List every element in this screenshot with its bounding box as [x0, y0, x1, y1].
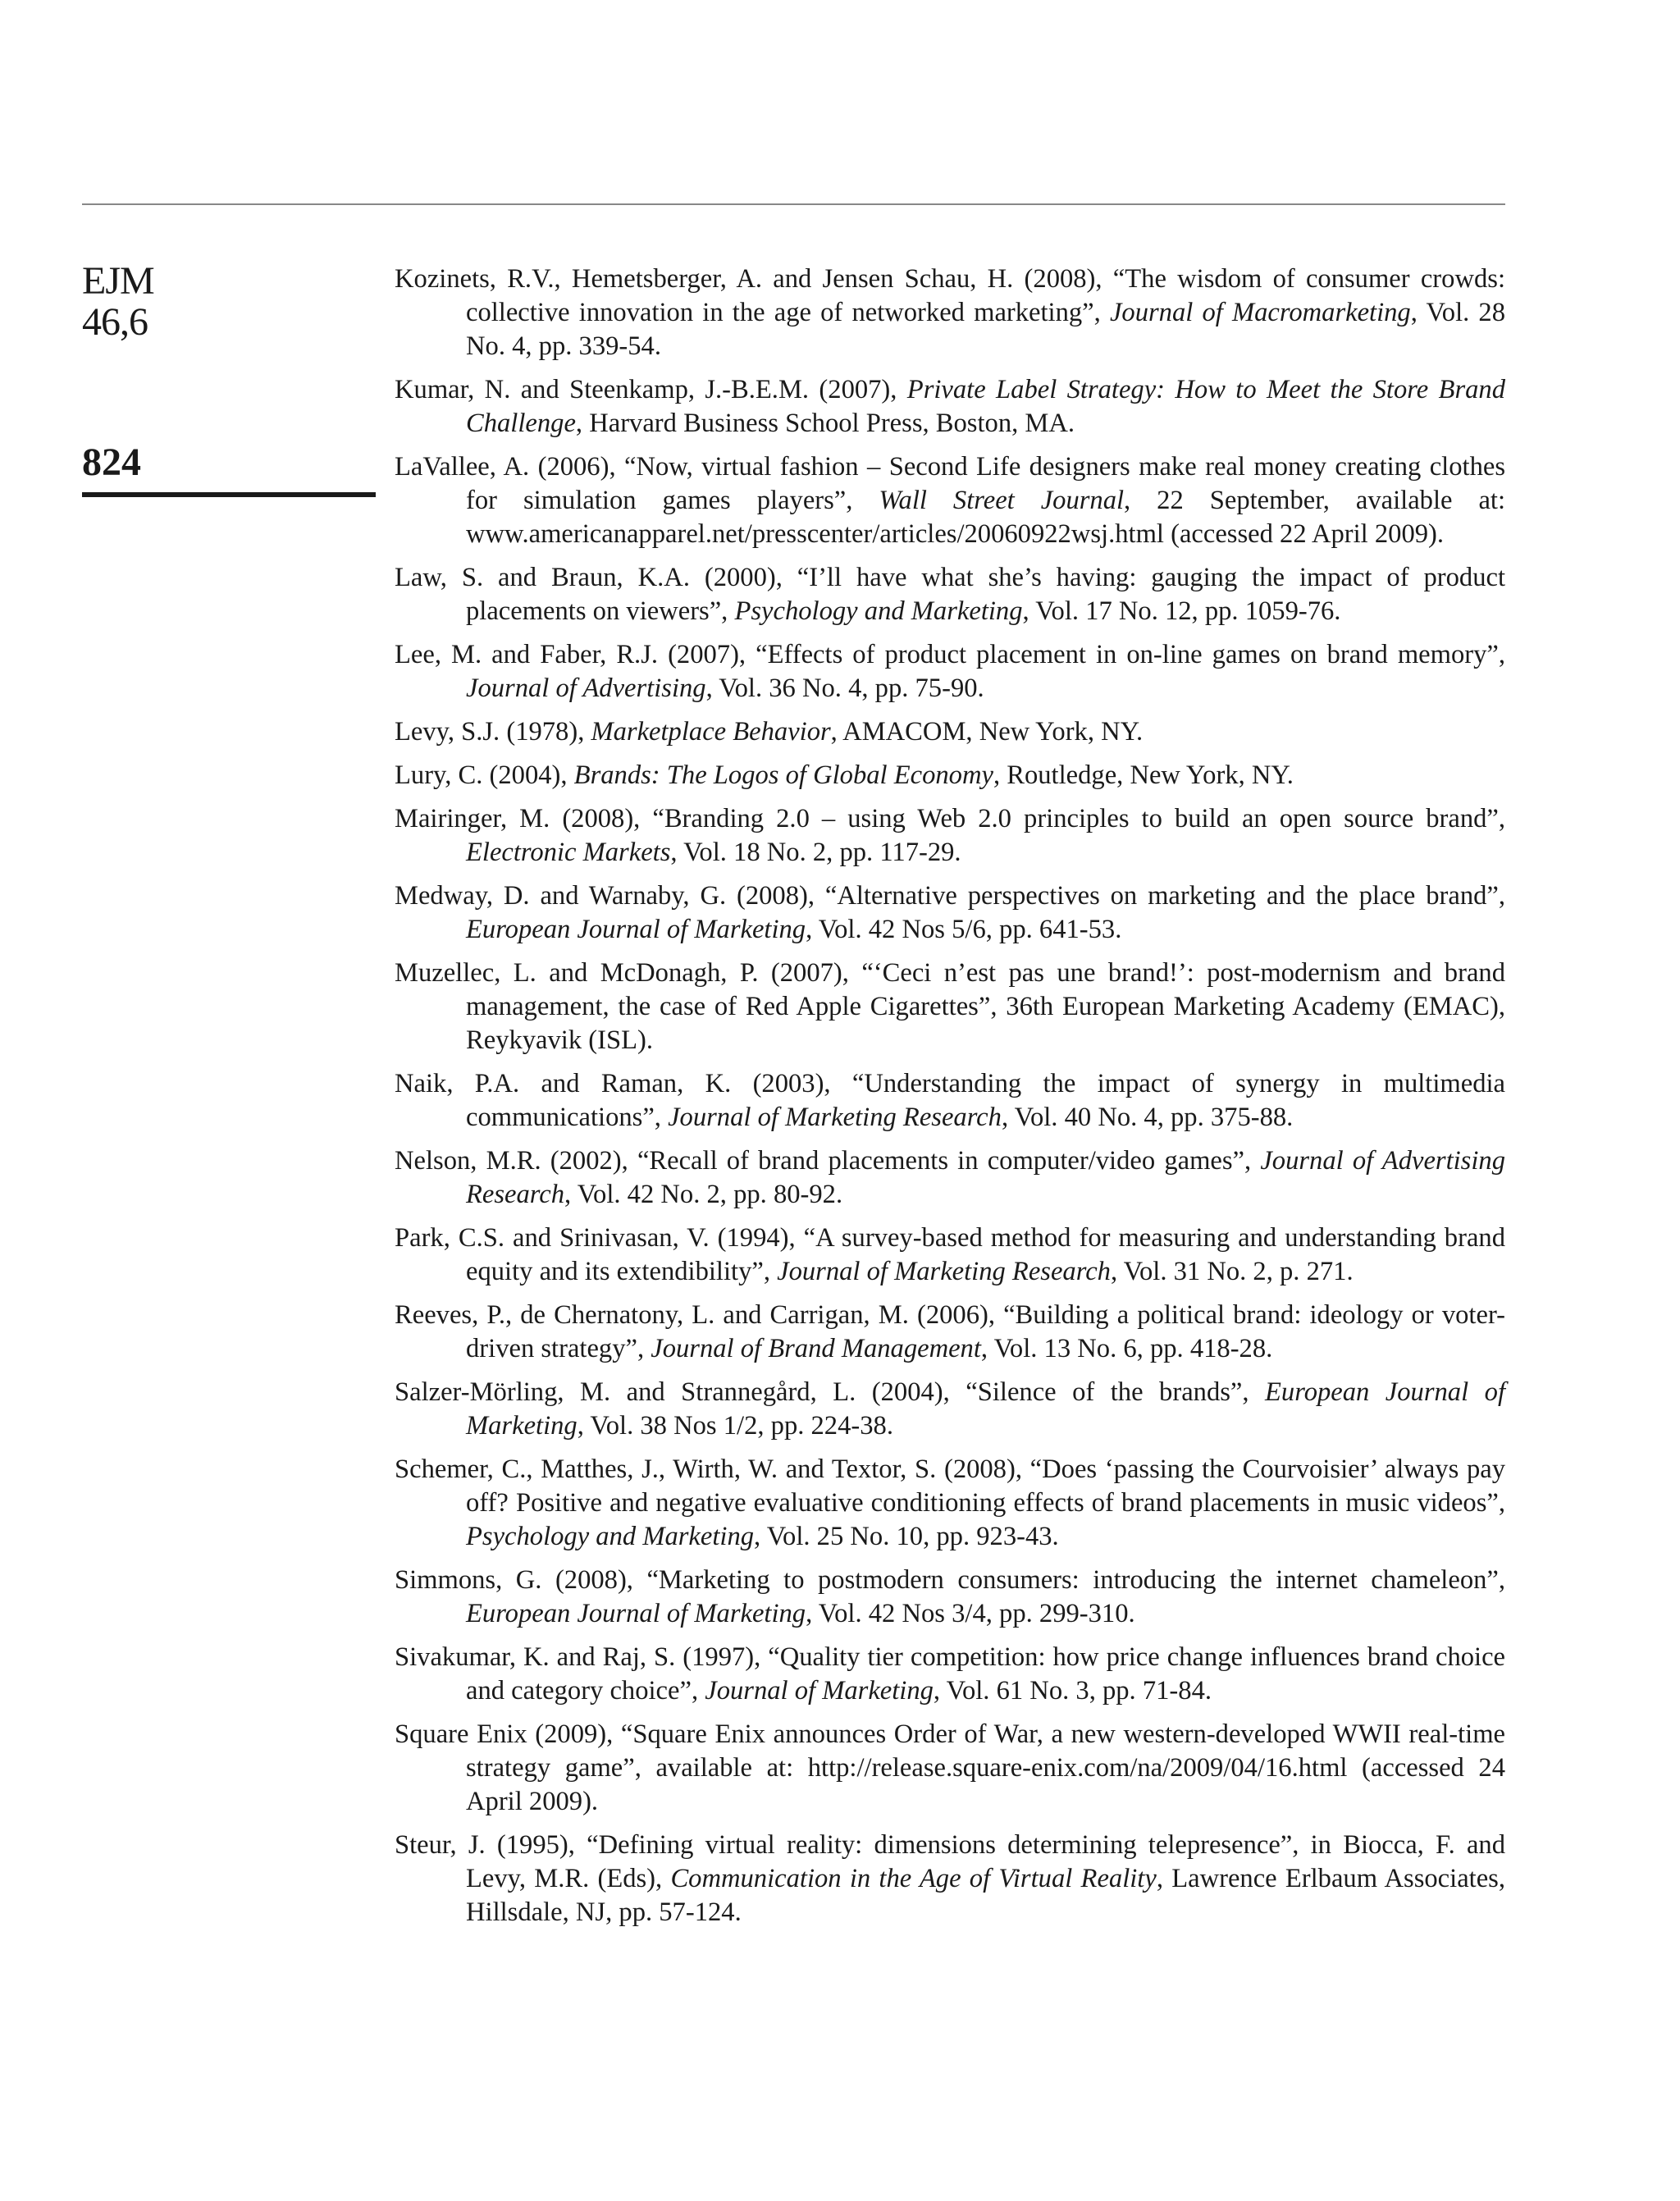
reference-text: , Routledge, New York, NY. — [993, 760, 1294, 790]
reference-text: Muzellec, L. and McDonagh, P. (2007), “‘Ceci n’est pas une brand!’: post-modernism and brand management, the case of Red Apple Cigarettes”, 36th European Marketing Academy (EMAC), Reykyavik (ISL). — [395, 958, 1505, 1055]
reference-source-title: Communication in the Age of Virtual Reality — [670, 1864, 1157, 1893]
reference-text: Steur, J. (1995), “Defining virtual reality: dimensions determining telepresence”, in Biocca, F. and Levy, M.R. (Eds), — [395, 1830, 1505, 1893]
reference-text: Salzer-Mörling, M. and Strannegård, L. (2004), “Silence of the brands”, — [395, 1377, 1266, 1407]
reference-source-title: Journal of Brand Management — [651, 1334, 981, 1363]
reference-list — [395, 263, 1505, 1939]
reference-text: Medway, D. and Warnaby, G. (2008), “Alternative perspectives on marketing and the place brand”, — [395, 881, 1505, 911]
reference-source-title: Journal of Marketing — [705, 1676, 934, 1706]
reference-entry — [395, 1067, 1505, 1135]
reference-source-title: Psychology and Marketing — [466, 1522, 755, 1551]
reference-text: , Vol. 25 No. 10, pp. 923-43. — [754, 1522, 1059, 1551]
reference-source-title: Journal of Marketing Research — [668, 1103, 1002, 1132]
reference-text: Levy, S.J. (1978), — [395, 717, 591, 747]
reference-entry — [395, 373, 1505, 441]
reference-entry — [395, 759, 1505, 792]
reference-source-title: European Journal of Marketing — [466, 1377, 1505, 1441]
reference-entry — [395, 1564, 1505, 1631]
reference-source-title: Psychology and Marketing — [734, 596, 1023, 626]
reference-source-title: European Journal of Marketing — [466, 915, 806, 944]
reference-text: , Vol. 42 Nos 3/4, pp. 299-310. — [806, 1599, 1135, 1628]
reference-source-title: Journal of Marketing Research — [777, 1257, 1111, 1286]
reference-entry — [395, 1641, 1505, 1708]
reference-text: , Vol. 38 Nos 1/2, pp. 224-38. — [577, 1411, 893, 1441]
reference-text: , Vol. 40 No. 4, pp. 375-88. — [1001, 1103, 1294, 1132]
reference-text: Reeves, P., de Chernatony, L. and Carrigan, M. (2006), “Building a political brand: ideology or voter-driven strategy”, — [395, 1300, 1505, 1363]
reference-text: Law, S. and Braun, K.A. (2000), “I’ll have what she’s having: gauging the impact of product placements on viewers”, — [395, 563, 1505, 626]
reference-entry — [395, 715, 1505, 749]
reference-text: Naik, P.A. and Raman, K. (2003), “Understanding the impact of synergy in multimedia communications”, — [395, 1069, 1505, 1132]
reference-text: Nelson, M.R. (2002), “Recall of brand placements in computer/video games”, — [395, 1146, 1261, 1176]
reference-entry — [395, 450, 1505, 551]
reference-entry — [395, 1144, 1505, 1212]
reference-text: LaVallee, A. (2006), “Now, virtual fashion – Second Life designers make real money creating clothes for simulation games players”, — [395, 452, 1505, 515]
page-number-rule — [82, 492, 376, 497]
reference-text: Mairinger, M. (2008), “Branding 2.0 – using Web 2.0 principles to build an open source brand”, — [395, 804, 1505, 833]
reference-text: , Vol. 36 No. 4, pp. 75-90. — [705, 674, 984, 703]
reference-source-title: Marketplace Behavior — [591, 717, 831, 747]
reference-entry — [395, 1222, 1505, 1289]
reference-entry — [395, 638, 1505, 706]
page-number: 824 — [82, 441, 141, 484]
reference-entry — [395, 957, 1505, 1057]
journal-abbreviation: EJM — [82, 259, 154, 303]
reference-text: Sivakumar, K. and Raj, S. (1997), “Quality tier competition: how price change influences brand choice and category choice”, — [395, 1642, 1505, 1706]
reference-entry — [395, 561, 1505, 628]
reference-source-title: Journal of Advertising — [466, 674, 706, 703]
reference-text: Schemer, C., Matthes, J., Wirth, W. and Textor, S. (2008), “Does ‘passing the Courvoisier’ always pay off? Positive and negative evaluative conditioning effects of brand placements in music videos”, — [395, 1454, 1505, 1518]
reference-text: , Vol. 18 No. 2, pp. 117-29. — [670, 838, 961, 867]
reference-source-title: Journal of Macromarketing — [1109, 298, 1411, 327]
reference-text: , Vol. 42 Nos 5/6, pp. 641-53. — [806, 915, 1122, 944]
reference-entry — [395, 1718, 1505, 1819]
reference-text: , Vol. 17 No. 12, pp. 1059-76. — [1022, 596, 1341, 626]
reference-source-title: Wall Street Journal — [879, 486, 1125, 515]
reference-text: Park, C.S. and Srinivasan, V. (1994), “A survey-based method for measuring and understanding brand equity and its extendibility”, — [395, 1223, 1505, 1286]
reference-text: Lee, M. and Faber, R.J. (2007), “Effects of product placement in on-line games on brand memory”, — [395, 640, 1505, 669]
reference-text: Kumar, N. and Steenkamp, J.-B.E.M. (2007), — [395, 375, 907, 404]
reference-source-title: European Journal of Marketing — [466, 1599, 806, 1628]
reference-text: , Lawrence Erlbaum Associates, Hillsdale, NJ, pp. 57-124. — [466, 1864, 1505, 1927]
reference-text: , Vol. 13 No. 6, pp. 418-28. — [980, 1334, 1273, 1363]
reference-text: , Vol. 28 No. 4, pp. 339-54. — [466, 298, 1506, 361]
reference-text: , Vol. 42 No. 2, pp. 80-92. — [564, 1180, 843, 1209]
reference-source-title: Private Label Strategy: How to Meet the Store Brand Challenge — [466, 375, 1506, 438]
reference-entry — [395, 879, 1505, 947]
reference-text: , 22 September, available at: www.americanapparel.net/presscenter/articles/20060922wsj.html (accessed 22 April 2009). — [466, 486, 1506, 549]
reference-entry — [395, 802, 1505, 870]
reference-text: Square Enix (2009), “Square Enix announces Order of War, a new western-developed WWII real-time strategy game”, available at: http://release.square-enix.com/na/2009/04/16.html (accessed 24 April 2009). — [395, 1719, 1505, 1816]
reference-entry — [395, 1829, 1505, 1929]
reference-source-title: Brands: The Logos of Global Economy — [573, 760, 993, 790]
reference-text: , AMACOM, New York, NY. — [830, 717, 1144, 747]
reference-text: Simmons, G. (2008), “Marketing to postmodern consumers: introducing the internet chameleon”, — [395, 1565, 1505, 1595]
reference-text: , Harvard Business School Press, Boston, MA. — [575, 409, 1075, 438]
reference-text: , Vol. 31 No. 2, p. 271. — [1110, 1257, 1354, 1286]
reference-entry — [395, 1299, 1505, 1366]
reference-source-title: Journal of Advertising Research — [466, 1146, 1505, 1209]
reference-entry — [395, 1453, 1505, 1554]
running-head — [82, 261, 377, 497]
reference-text: Kozinets, R.V., Hemetsberger, A. and Jensen Schau, H. (2008), “The wisdom of consumer crowds: collective innovation in the age of networked marketing”, — [395, 264, 1505, 327]
reference-entry — [395, 263, 1505, 363]
reference-source-title: Electronic Markets — [466, 838, 671, 867]
reference-text: , Vol. 61 No. 3, pp. 71-84. — [933, 1676, 1212, 1706]
volume-issue: 46,6 — [82, 300, 148, 344]
reference-entry — [395, 1376, 1505, 1443]
header-rule — [82, 203, 1505, 205]
reference-text: Lury, C. (2004), — [395, 760, 574, 790]
